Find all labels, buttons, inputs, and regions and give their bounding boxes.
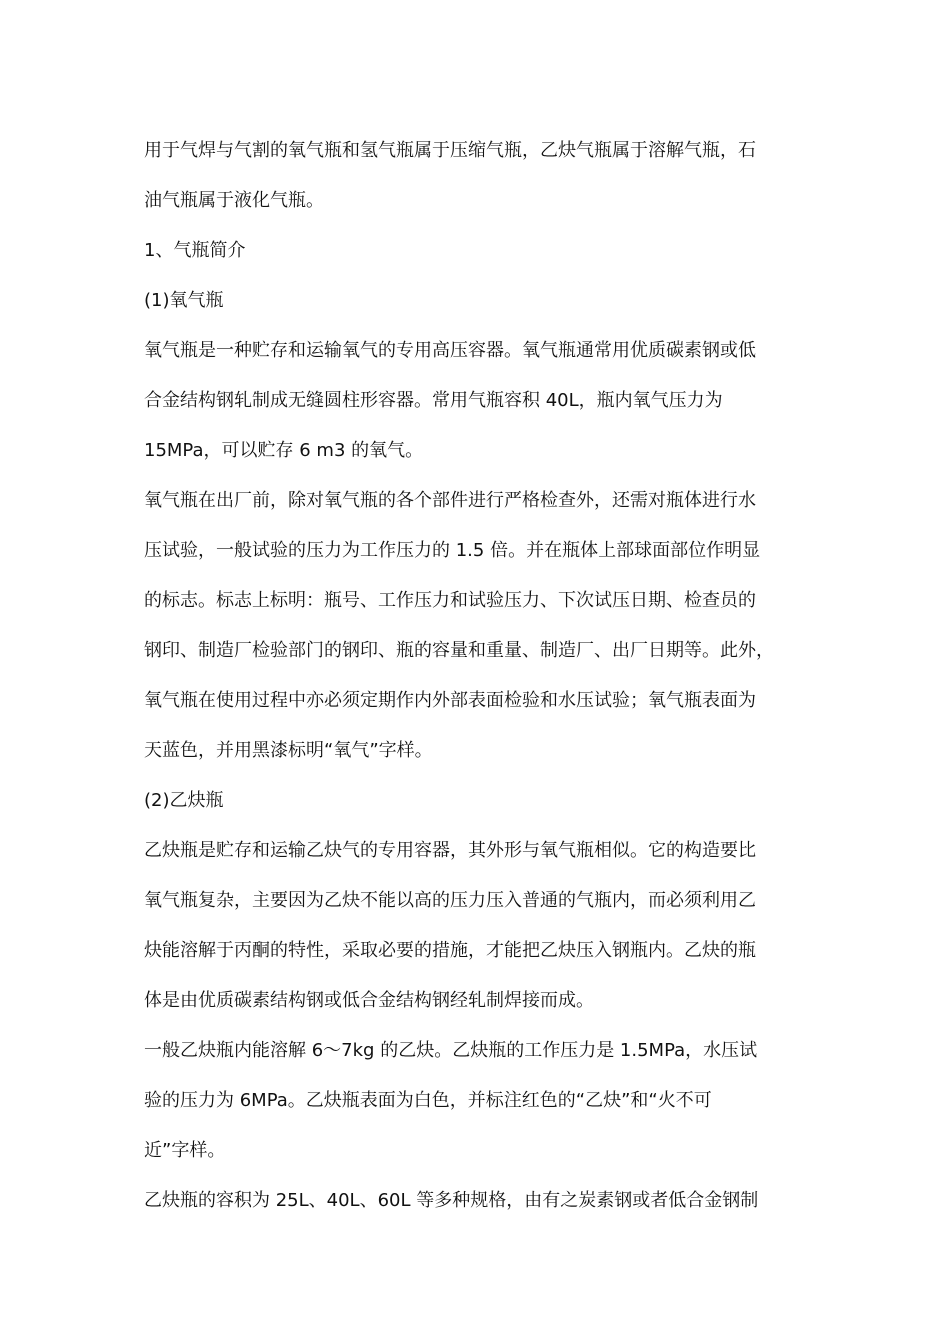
text-line: 炔能溶解于丙酮的特性，采取必要的措施，才能把乙炔压入钢瓶内。乙炔的瓶 xyxy=(144,940,756,961)
text-line: 乙炔瓶的容积为 25L、40L、60L 等多种规格，由有之炭素钢或者低合金钢制 xyxy=(144,1190,759,1211)
text-line: 氧气瓶在出厂前，除对氧气瓶的各个部件进行严格检查外，还需对瓶体进行水 xyxy=(144,490,756,511)
text-line: 天蓝色，并用黑漆标明“氧气”字样。 xyxy=(144,740,433,761)
text-line: 体是由优质碳素结构钢或低合金结构钢经轧制焊接而成。 xyxy=(144,990,594,1011)
document-body xyxy=(144,128,824,1228)
text-line: 15MPa，可以贮存 6 m3 的氧气。 xyxy=(144,440,424,461)
text-line: 合金结构钢轧制成无缝圆柱形容器。常用气瓶容积 40L，瓶内氧气压力为 xyxy=(144,390,723,411)
text-line: 油气瓶属于液化气瓶。 xyxy=(144,190,324,211)
text-line: 验的压力为 6MPa。乙炔瓶表面为白色，并标注红色的“乙炔”和“火不可 xyxy=(144,1090,712,1111)
text-line: 压试验，一般试验的压力为工作压力的 1.5 倍。并在瓶体上部球面部位作明显 xyxy=(144,540,761,561)
text-line: 用于气焊与气割的氧气瓶和氢气瓶属于压缩气瓶，乙炔气瓶属于溶解气瓶，石 xyxy=(144,140,756,161)
text-line: 乙炔瓶是贮存和运输乙炔气的专用容器，其外形与氧气瓶相似。它的构造要比 xyxy=(144,840,756,861)
text-line: 一般乙炔瓶内能溶解 6～7kg 的乙炔。乙炔瓶的工作压力是 1.5MPa，水压试 xyxy=(144,1040,758,1061)
subsection-heading: (2)乙炔瓶 xyxy=(144,790,224,811)
text-line: 氧气瓶是一种贮存和运输氧气的专用高压容器。氧气瓶通常用优质碳素钢或低 xyxy=(144,340,756,361)
text-line: 的标志。标志上标明：瓶号、工作压力和试验压力、下次试压日期、检查员的 xyxy=(144,590,756,611)
subsection-heading: (1)氧气瓶 xyxy=(144,290,224,311)
text-line: 钢印、制造厂检验部门的钢印、瓶的容量和重量、制造厂、出厂日期等。此外， xyxy=(144,640,774,661)
text-line: 近”字样。 xyxy=(144,1140,226,1161)
text-line: 氧气瓶在使用过程中亦必须定期作内外部表面检验和水压试验；氧气瓶表面为 xyxy=(144,690,756,711)
section-heading: 1、气瓶简介 xyxy=(144,240,246,261)
text-line: 氧气瓶复杂，主要因为乙炔不能以高的压力压入普通的气瓶内，而必须利用乙 xyxy=(144,890,756,911)
